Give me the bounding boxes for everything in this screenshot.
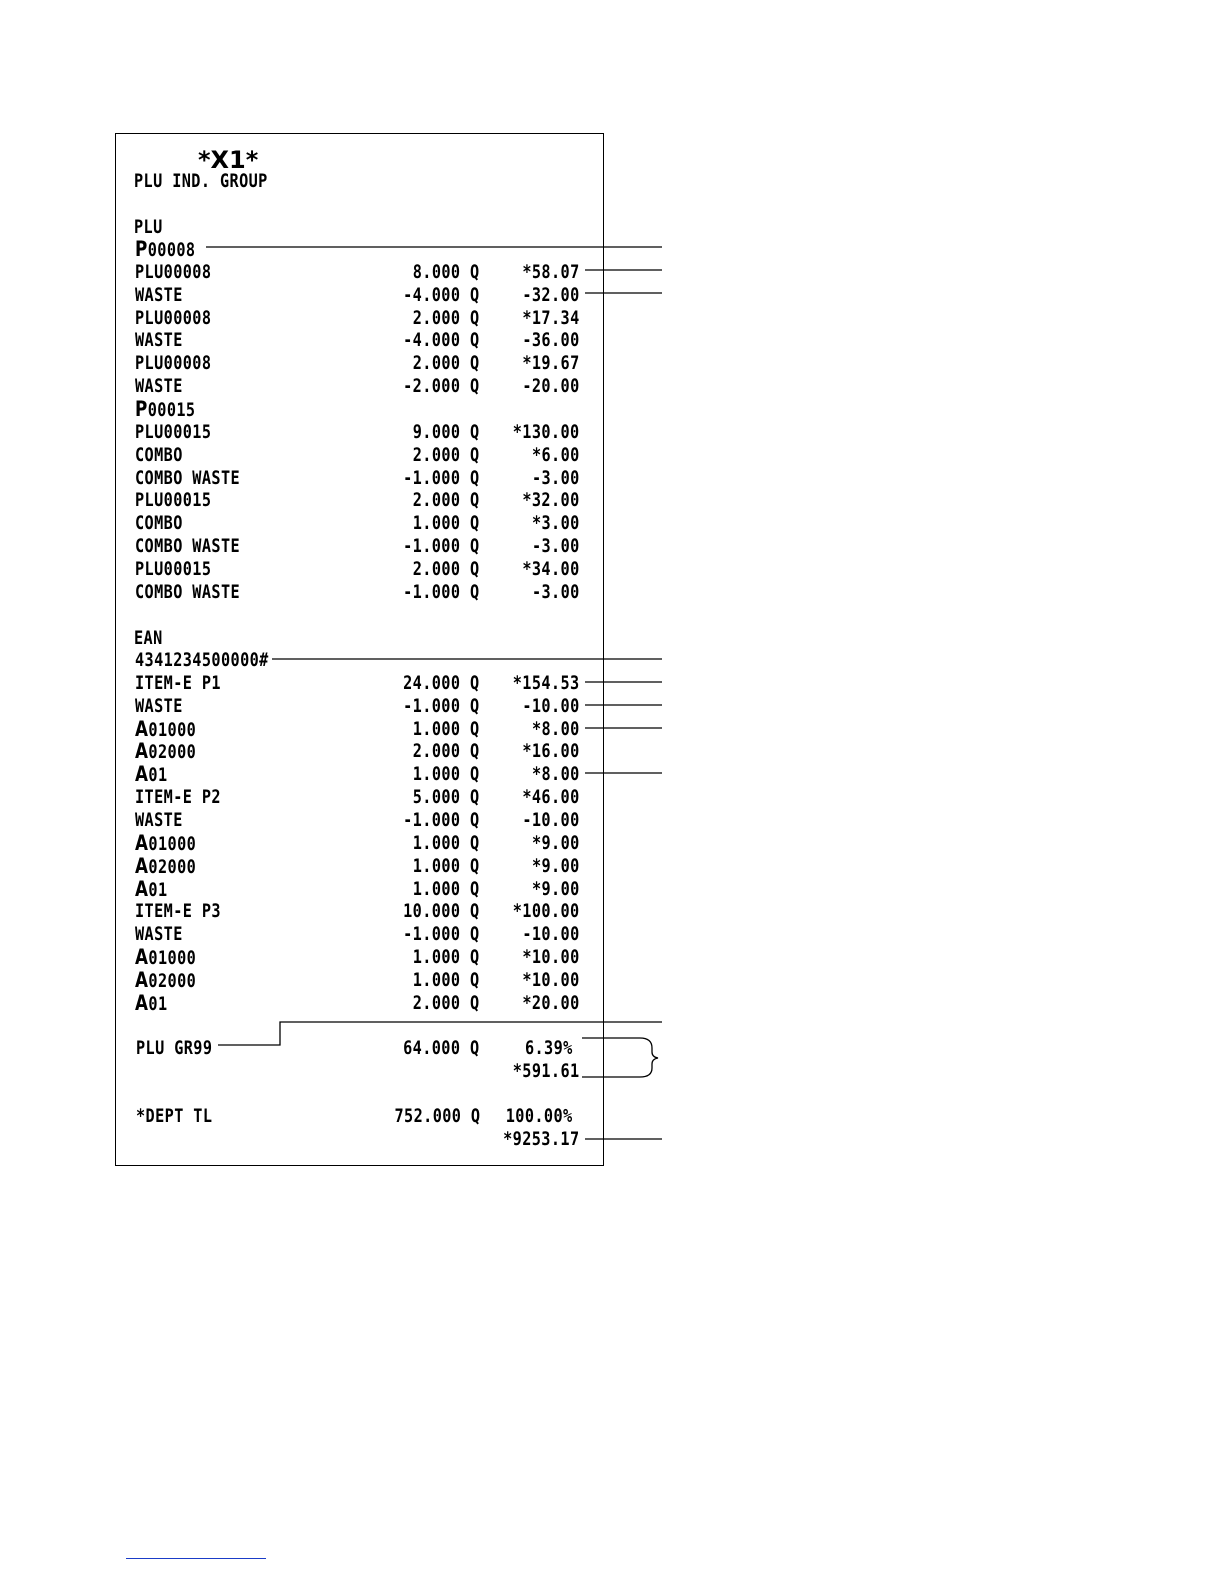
row-qty: -1.000 Q xyxy=(403,808,480,831)
row-label-text: 01 xyxy=(148,878,168,901)
row-qty: 5.000 Q xyxy=(413,786,480,809)
row-label-text: 00015 xyxy=(147,398,196,421)
row-qty: 1.000 Q xyxy=(413,512,480,535)
curly-brace xyxy=(640,1038,658,1077)
row-label-text: PLU00008 xyxy=(135,306,212,329)
group-total-qty: 64.000 Q xyxy=(403,1037,480,1059)
row-amount: -3.00 xyxy=(532,580,580,603)
row-qty: 2.000 Q xyxy=(413,443,480,466)
row-amount: *17.34 xyxy=(522,306,580,329)
row-qty: 2.000 Q xyxy=(413,489,480,512)
row-label-text: 02000 xyxy=(148,741,197,764)
row-label-text: 01000 xyxy=(148,832,197,855)
row-label-text: ITEM-E P2 xyxy=(135,786,221,809)
row-prefix-symbol: P xyxy=(135,237,148,261)
row-prefix-symbol: A xyxy=(135,990,149,1015)
row-label-text: WASTE xyxy=(135,329,183,352)
row-qty: 1.000 Q xyxy=(413,763,480,786)
row-label-text: COMBO xyxy=(135,443,183,466)
row-qty: 1.000 Q xyxy=(413,877,480,900)
callout-line-group xyxy=(218,1022,662,1045)
row-label-text: 4341234500000# xyxy=(135,649,269,671)
row-qty: 10.000 Q xyxy=(403,900,480,923)
row-amount: *130.00 xyxy=(513,420,580,443)
row-label-text: 01000 xyxy=(148,947,197,970)
plu-section-heading: PLU xyxy=(134,216,163,238)
row-qty: -4.000 Q xyxy=(403,329,480,352)
row-qty: -4.000 Q xyxy=(403,283,480,306)
row-label-text: COMBO xyxy=(135,512,183,535)
row-prefix-symbol: A xyxy=(135,830,149,855)
dept-total-label: *DEPT TL xyxy=(136,1105,213,1127)
row-amount: *16.00 xyxy=(522,740,580,763)
row-label-text: WASTE xyxy=(135,375,183,398)
dept-total-amount: *9253.17 xyxy=(503,1128,580,1150)
row-qty: -1.000 Q xyxy=(403,923,480,946)
row-label-text: PLU00008 xyxy=(135,352,212,375)
report-title: PLU IND. GROUP xyxy=(134,170,268,192)
row-prefix-symbol: A xyxy=(135,876,149,901)
group-total-percent: 6.39% xyxy=(525,1037,573,1059)
row-amount: -3.00 xyxy=(532,466,580,489)
group-total-amount: *591.61 xyxy=(513,1060,580,1082)
row-qty: 8.000 Q xyxy=(413,260,480,283)
row-label-text: 01000 xyxy=(148,718,197,741)
row-qty: 1.000 Q xyxy=(413,968,480,991)
row-qty: 1.000 Q xyxy=(413,717,480,740)
row-label-text: WASTE xyxy=(135,283,183,306)
row-prefix-symbol: P xyxy=(135,396,148,421)
row-qty: 1.000 Q xyxy=(413,831,480,854)
row-qty: 1.000 Q xyxy=(413,854,480,877)
row-label-text: PLU00008 xyxy=(135,260,212,283)
row-label-text: WASTE xyxy=(135,808,183,831)
row-amount: -10.00 xyxy=(522,808,580,831)
row-label-text: PLU00015 xyxy=(135,557,212,580)
row-prefix-symbol: A xyxy=(135,853,149,878)
row-prefix-symbol: A xyxy=(135,967,149,992)
row-label-text: 00008 xyxy=(147,239,196,261)
row-amount: *8.00 xyxy=(532,717,580,740)
row-label-text: 02000 xyxy=(148,969,197,992)
row-amount: *100.00 xyxy=(513,900,580,923)
row-qty: -2.000 Q xyxy=(403,375,480,398)
row-qty: 2.000 Q xyxy=(413,557,480,580)
row-amount: *58.07 xyxy=(522,260,580,283)
row-label-text: 01 xyxy=(148,764,168,787)
mode-mark: *X1* xyxy=(198,146,259,174)
row-amount: *10.00 xyxy=(522,946,580,969)
row-qty: -1.000 Q xyxy=(403,535,480,558)
row-qty: -1.000 Q xyxy=(403,580,480,603)
footer-link-underline[interactable] xyxy=(126,1558,266,1559)
row-qty: -1.000 Q xyxy=(403,466,480,489)
group-total-label: PLU GR99 xyxy=(136,1037,213,1059)
row-qty: 2.000 Q xyxy=(413,991,480,1014)
row-prefix-symbol: A xyxy=(135,762,149,787)
row-amount: -20.00 xyxy=(522,375,580,398)
row-label-text: COMBO WASTE xyxy=(135,535,241,558)
row-qty: 24.000 Q xyxy=(403,671,480,694)
row-prefix-symbol: A xyxy=(135,945,149,970)
row-label-text: COMBO WASTE xyxy=(135,580,241,603)
row-amount: *34.00 xyxy=(522,557,580,580)
row-label-text: COMBO WASTE xyxy=(135,466,241,489)
row-amount: -3.00 xyxy=(532,535,580,558)
row-qty: 2.000 Q xyxy=(413,306,480,329)
row-amount: -10.00 xyxy=(522,923,580,946)
row-qty: -1.000 Q xyxy=(403,694,480,717)
dept-total-qty: 752.000 Q xyxy=(394,1105,480,1127)
row-amount: *46.00 xyxy=(522,786,580,809)
ean-section-heading: EAN xyxy=(134,627,163,649)
row-prefix-symbol: A xyxy=(135,716,149,741)
row-prefix-symbol: A xyxy=(135,739,149,764)
row-amount: *10.00 xyxy=(522,968,580,991)
row-qty: 2.000 Q xyxy=(413,352,480,375)
row-amount: *9.00 xyxy=(532,877,580,900)
row-amount: *9.00 xyxy=(532,854,580,877)
row-label-text: 01 xyxy=(148,992,168,1015)
row-qty: 1.000 Q xyxy=(413,946,480,969)
row-label-text: ITEM-E P1 xyxy=(135,671,221,694)
row-amount: -10.00 xyxy=(522,694,580,717)
row-qty: 9.000 Q xyxy=(413,420,480,443)
row-amount: *9.00 xyxy=(532,831,580,854)
row-amount: -36.00 xyxy=(522,329,580,352)
row-amount: *3.00 xyxy=(532,512,580,535)
row-amount: *32.00 xyxy=(522,489,580,512)
row-label-text: WASTE xyxy=(135,923,183,946)
row-label-text: PLU00015 xyxy=(135,489,212,512)
dept-total-percent: 100.00% xyxy=(506,1105,573,1127)
row-amount: *19.67 xyxy=(522,352,580,375)
row-amount: *154.53 xyxy=(513,671,580,694)
row-label-text: PLU00015 xyxy=(135,420,212,443)
row-amount: -32.00 xyxy=(522,283,580,306)
row-amount: *6.00 xyxy=(532,443,580,466)
row-label-text: ITEM-E P3 xyxy=(135,900,221,923)
row-qty: 2.000 Q xyxy=(413,740,480,763)
row-amount: *8.00 xyxy=(532,763,580,786)
row-label-text: 02000 xyxy=(148,855,197,878)
row-amount: *20.00 xyxy=(522,991,580,1014)
row-label-text: WASTE xyxy=(135,694,183,717)
